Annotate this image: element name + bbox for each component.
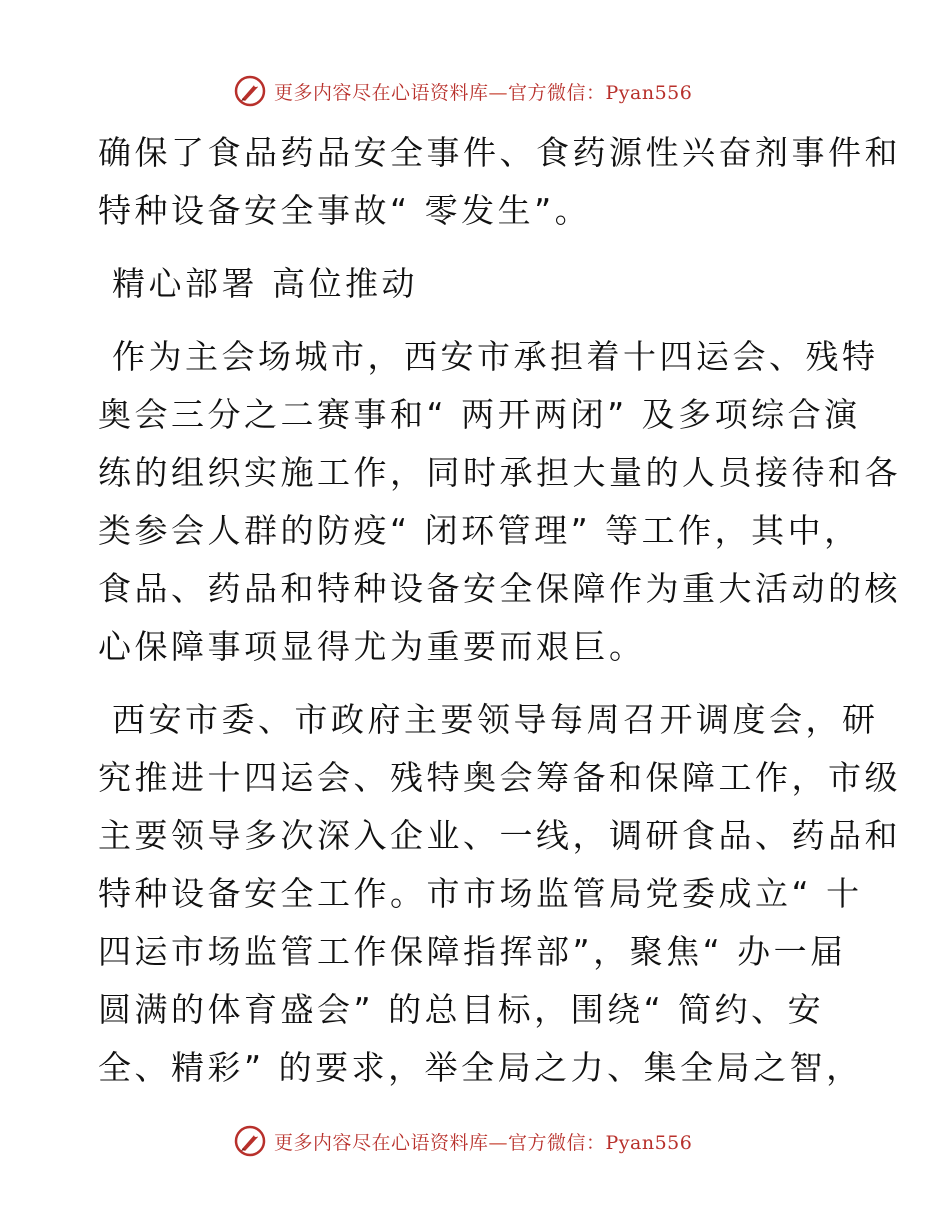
text-line: 奥会三分之二赛事和“ 两开两闭” 及多项综合演	[98, 395, 861, 434]
header-text-main: 更多内容尽在心语资料库	[274, 81, 489, 104]
header-banner	[232, 72, 692, 110]
text-line: 食品、药品和特种设备安全保障作为重大活动的核	[98, 569, 901, 608]
text-line: 圆满的体育盛会” 的总目标，围绕“ 简约、安	[98, 990, 825, 1029]
text-line: 类参会人群的防疫“ 闭环管理” 等工作，其中，	[98, 511, 861, 550]
quill-logo-icon	[232, 73, 268, 109]
text-line: 练的组织实施工作，同时承担大量的人员接待和各	[98, 453, 901, 492]
text-line: 作为主会场城市，西安市承担着十四运会、残特	[98, 337, 879, 376]
text-line: 四运市场监管工作保障指挥部”，聚焦“ 办一届	[98, 932, 847, 971]
text-line: 确保了食品药品安全事件、食药源性兴奋剂事件和	[98, 133, 901, 172]
header-text-tail: 官方微信：Pyan556	[508, 81, 693, 104]
section-heading	[98, 255, 858, 313]
paragraph	[98, 124, 901, 240]
text-line: 西安市委、市政府主要领导每周召开调度会，研	[98, 700, 879, 739]
text-line: 特种设备安全事故“ 零发生”。	[98, 191, 592, 230]
header-watermark-text	[274, 78, 692, 105]
paragraph	[98, 328, 901, 676]
text-line: 心保障事项显得尤为重要而艰巨。	[98, 627, 646, 666]
footer-text-main: 更多内容尽在心语资料库	[274, 1131, 489, 1154]
quill-logo-icon	[232, 1123, 268, 1159]
header-text-sep: —	[488, 81, 509, 104]
footer-text-sep: —	[488, 1131, 509, 1154]
footer-watermark-text	[274, 1128, 692, 1155]
document-body	[98, 124, 901, 1097]
text-line: 特种设备安全工作。市市场监管局党委成立“ 十	[98, 874, 863, 913]
text-line: 究推进十四运会、残特奥会筹备和保障工作，市级	[98, 758, 901, 797]
paragraph	[98, 691, 901, 1097]
footer-text-tail: 官方微信：Pyan556	[508, 1131, 693, 1154]
heading-line: 精心部署 高位推动	[98, 264, 418, 303]
footer-banner	[232, 1122, 692, 1160]
text-line: 全、精彩” 的要求，举全局之力、集全局之智，	[98, 1048, 863, 1087]
text-line: 主要领导多次深入企业、一线，调研食品、药品和	[98, 816, 901, 855]
